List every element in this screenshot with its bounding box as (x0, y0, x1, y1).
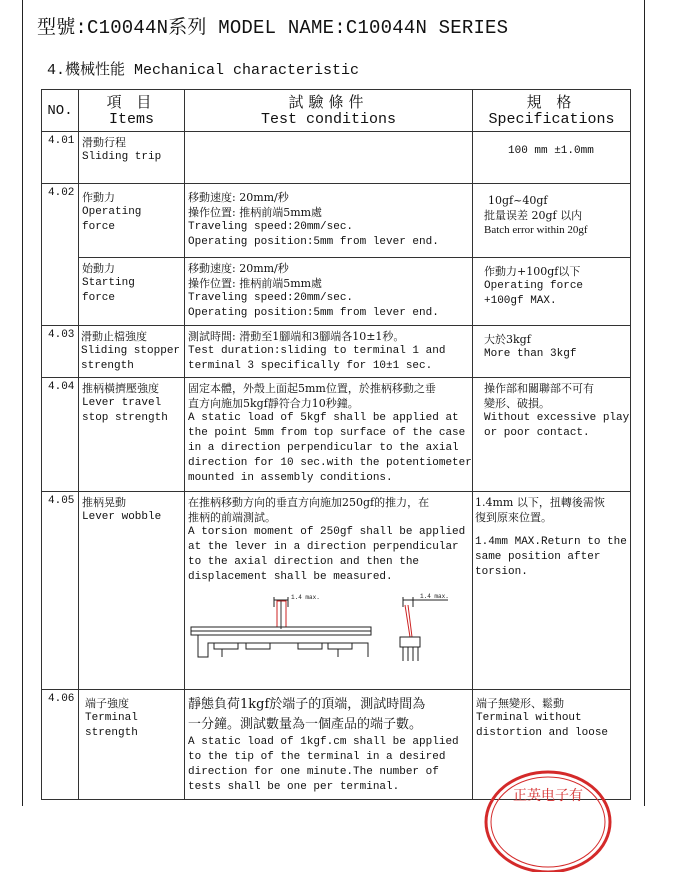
spec-cell: 10gf~40gf 批量误差 20gf 以内 Batch error within 20gf (473, 184, 631, 258)
test-cell: 移動速度: 20mm/秒 操作位置: 推柄前端5mm處 Traveling speed:20mm/sec. Operating position:5mm from lever end. (185, 184, 473, 258)
table-header-row (42, 90, 631, 132)
header-items: 項 目 Items (79, 90, 185, 132)
table-row (42, 132, 631, 184)
spec-cell: 1.4mm 以下，扭轉後需恢 復到原來位置。 1.4mm MAX.Return to the same position after torsion. (473, 492, 631, 690)
table-row (42, 378, 631, 492)
spec-cell: 100 mm ±1.0mm (473, 132, 631, 184)
item-cell: 推柄晃動 Lever wobble (79, 492, 185, 690)
row-number: 4.04 (42, 378, 79, 492)
test-cell: 固定本體，外殼上面起5mm位置，於推柄移動之垂 直方向施加5kgf靜符合力10秒鐘。 A static load of 5kgf shall be applied at the point 5mm from top surface of the case in a direction perpendicular to the axial direction for 10 sec.with the potentiometer mounted in assembly conditions. (185, 378, 473, 492)
row-number: 4.06 (42, 690, 79, 800)
row-number: 4.05 (42, 492, 79, 690)
seal-text: 正英电子有 (513, 788, 583, 804)
item-cell: 作動力 Operating force (79, 184, 185, 258)
header-no: NO. (42, 90, 79, 132)
table-row (42, 258, 631, 326)
header-specifications: 規 格 Specifications (473, 90, 631, 132)
section-heading: 4.機械性能 Mechanical characteristic (47, 62, 360, 79)
table-row (42, 184, 631, 258)
header-test-conditions: 試驗條件 Test conditions (185, 90, 473, 132)
dimension-label: 1.4 max. (291, 594, 320, 601)
table-row (42, 326, 631, 378)
lever-wobble-diagram (188, 591, 458, 671)
item-cell: 端子強度 Terminal strength (79, 690, 185, 800)
test-cell: 測試時間: 滑動至1腳端和3腳端各10±1秒。 Test duration:sliding to terminal 1 and terminal 3 specifically for 10±1 sec. (185, 326, 473, 378)
test-cell: 靜態負荷1kgf於端子的頂端，測試時間為 一分鐘。測試數量為一個產品的端子數。 A static load of 1kgf.cm shall be applied to the tip of the terminal in a desired direction for one minute.The number of tests shall be one per terminal. (185, 690, 473, 800)
row-number: 4.01 (42, 132, 79, 184)
row-number: 4.03 (42, 326, 79, 378)
row-number: 4.02 (42, 184, 79, 326)
table-row (42, 492, 631, 690)
spec-cell: 端子無變形、鬆動 Terminal without distortion and loose (473, 690, 631, 800)
item-cell: 推柄橫擠壓強度 Lever travel stop strength (79, 378, 185, 492)
test-cell: 在推柄移動方向的垂直方向施加250gf的推力，在 推柄的前端測試。 A torsion moment of 250gf shall be applied at the lever in a direction perpendicular to the axial direction and then the displacement shall be measured. 1.4 max. 1.4 max. (185, 492, 473, 690)
mechanical-characteristic-table (41, 89, 631, 800)
dimension-label: 1.4 max. (420, 593, 449, 600)
spec-cell: 操作部和關聯部不可有 變形、破損。 Without excessive play or poor contact. (473, 378, 631, 492)
document-title: 型號:C10044N系列 MODEL NAME:C10044N SERIES (37, 17, 509, 39)
company-seal (478, 762, 618, 872)
item-cell: 始動力 Starting force (79, 258, 185, 326)
test-cell (185, 132, 473, 184)
test-cell: 移動速度: 20mm/秒 操作位置: 推柄前端5mm處 Traveling speed:20mm/sec. Operating position:5mm from lever end. (185, 258, 473, 326)
item-cell: 滑動行程 Sliding trip (79, 132, 185, 184)
item-cell: 滑動止檔強度 Sliding stopper strength (79, 326, 185, 378)
spec-cell: 作動力+100gf以下 Operating force +100gf MAX. (473, 258, 631, 326)
spec-cell: 大於3kgf More than 3kgf (473, 326, 631, 378)
